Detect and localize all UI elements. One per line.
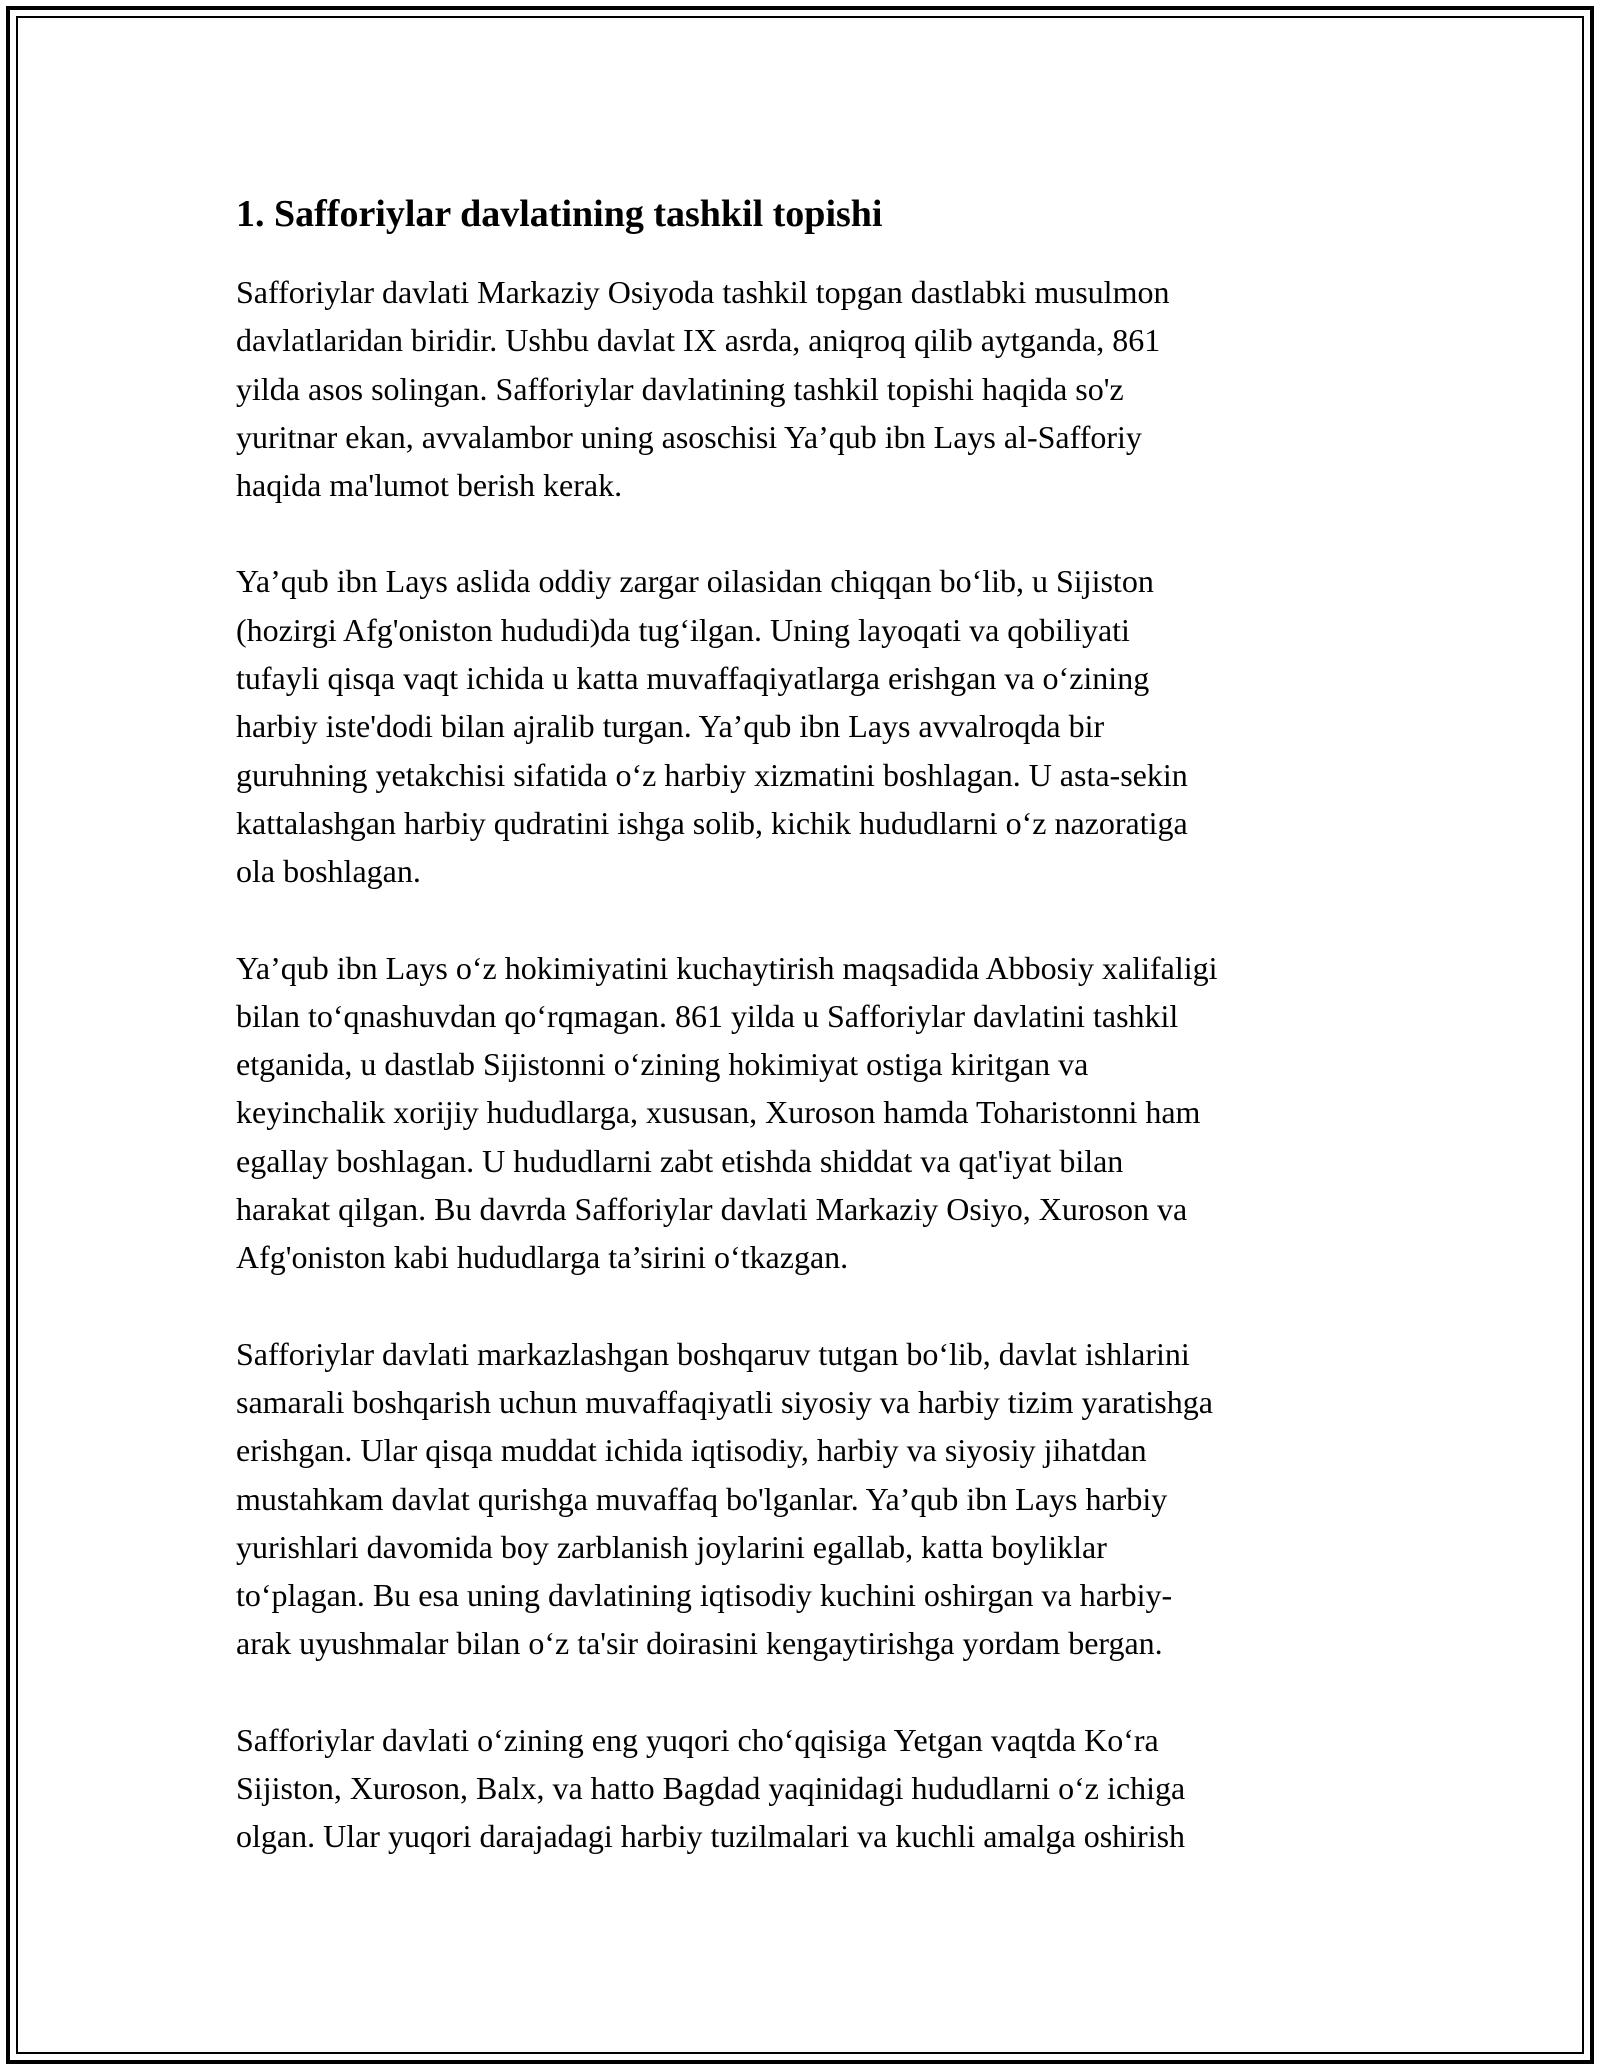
paragraph-5: Safforiylar davlati o‘zining eng yuqori cho‘qqisiga Yetgan vaqtda Ko‘ra Sijiston, Xuroson, Balx, va hatto Bagdad yaqinidagi hududlarni o‘z ichiga olgan. Ular yuqori darajadagi harbiy tuzilmalari va kuchli amalga oshirish (236, 1721, 1186, 1855)
section-heading: 1. Safforiylar davlatining tashkil topishi (236, 193, 883, 235)
paragraph-3: Ya’qub ibn Lays o‘z hokimiyatini kuchaytirish maqsadida Abbosiy xalifaligi bilan to‘qnashuvdan qo‘rqmagan. 861 yilda u Safforiylar davlatini tashkil etganida, u dastlab Sijistonni o‘zining hokimiyat ostiga kiritgan va keyinchalik xorijiy hududlarga, xususan, Xuroson hamda Toharistonni ham egallay boshlagan. U hududlarni zabt etishda shiddat va qat'iyat bilan harakat qilgan. Bu davrda Safforiylar davlati Markaziy Osiyo, Xuroson va Afg'oniston kabi hududlarga ta’sirini o‘tkazgan. (236, 949, 1218, 1276)
paragraph-4: Safforiylar davlati markazlashgan boshqaruv tutgan bo‘lib, davlat ishlarini samarali boshqarish uchun muvaffaqiyatli siyosiy va harbiy tizim yaratishga erishgan. Ular qisqa muddat ichida iqtisodiy, harbiy va siyosiy jihatdan mustahkam davlat qurishga muvaffaq bo'lganlar. Ya’qub ibn Lays harbiy yurishlari davomida boy zarblanish joylarini egallab, katta boyliklar to‘plagan. Bu esa uning davlatining iqtisodiy kuchini oshirgan va harbiy- arak uyushmalar bilan o‘z ta'sir doirasini kengaytirishga yordam bergan. (236, 1335, 1213, 1662)
paragraph-2: Ya’qub ibn Lays aslida oddiy zargar oilasidan chiqqan bo‘lib, u Sijiston (hozirgi Afg'oniston hududi)da tug‘ilgan. Uning layoqati va qobiliyati tufayli qisqa vaqt ichida u katta muvaffaqiyatlarga erishgan va o‘zining harbiy iste'dodi bilan ajralib turgan. Ya’qub ibn Lays avvalroqda bir guruhning yetakchisi sifatida o‘z harbiy xizmatini boshlagan. U asta-sekin kattalashgan harbiy qudratini ishga solib, kichik hududlarni o‘z nazoratiga ola boshlagan. (236, 563, 1188, 890)
document-body (236, 180, 1386, 1909)
paragraph-1: Safforiylar davlati Markaziy Osiyoda tashkil topgan dastlabki musulmon davlatlaridan biridir. Ushbu davlat IX asrda, aniqroq qilib aytganda, 861 yilda asos solingan. Safforiylar davlatining tashkil topishi haqida so'z yuritnar ekan, avvalambor uning asoschisi Ya’qub ibn Lays al-Safforiy haqida ma'lumot berish kerak. (236, 274, 1170, 504)
